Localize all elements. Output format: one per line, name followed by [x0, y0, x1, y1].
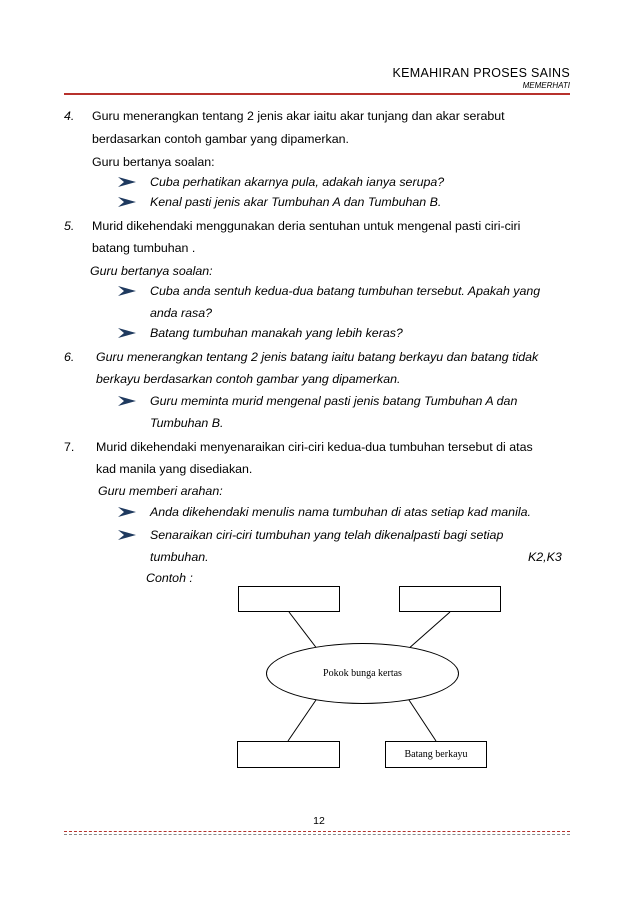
- bullet-text: anda rasa?: [150, 306, 213, 320]
- page-number: 12: [313, 815, 325, 827]
- item-prompt: Guru bertanya soalan:: [90, 264, 213, 278]
- connector-line: [407, 612, 450, 650]
- bullet-text: Cuba anda sentuh kedua-dua batang tumbuhan tersebut. Apakah yang: [150, 284, 541, 298]
- connector-line: [288, 697, 318, 741]
- item-number: 7.: [64, 440, 75, 454]
- footer-divider: [64, 834, 570, 835]
- item-text-line: kad manila yang disediakan.: [96, 462, 253, 476]
- item-text-line: berdasarkan contoh gambar yang dipamerkan.: [92, 132, 349, 146]
- header-subtitle: MEMERHATI: [522, 81, 570, 90]
- card-bottom-right: [385, 741, 487, 768]
- item-text-line: batang tumbuhan .: [92, 241, 196, 255]
- empty-card-bottom-left: [237, 741, 340, 768]
- center-plant-label: Pokok bunga kertas: [323, 668, 402, 679]
- bullet-text: Kenal pasti jenis akar Tumbuhan A dan Tumbuhan B.: [150, 195, 442, 209]
- connector-line: [407, 697, 436, 741]
- skill-code: K2,K3: [528, 550, 562, 564]
- item-number: 6.: [64, 350, 75, 364]
- item-prompt: Guru memberi arahan:: [98, 484, 223, 498]
- center-plant-ellipse: [266, 643, 459, 704]
- bullet-text: Batang tumbuhan manakah yang lebih keras?: [150, 326, 403, 340]
- item-text-line: Guru menerangkan tentang 2 jenis akar iaitu akar tunjang dan akar serabut: [92, 109, 505, 123]
- empty-card-top-right: [399, 586, 501, 612]
- connector-line: [289, 612, 318, 650]
- bullet-text: Guru meminta murid mengenal pasti jenis batang Tumbuhan A dan: [150, 394, 518, 408]
- item-number: 5.: [64, 219, 75, 233]
- example-label: Contoh :: [146, 571, 193, 585]
- empty-card-top-left: [238, 586, 340, 612]
- item-text-line: Guru menerangkan tentang 2 jenis batang iaitu batang berkayu dan batang tidak: [96, 350, 539, 364]
- bullet-text: Cuba perhatikan akarnya pula, adakah ianya serupa?: [150, 175, 445, 189]
- bullet-text: Tumbuhan B.: [150, 416, 224, 430]
- header-title: KEMAHIRAN PROSES SAINS: [392, 66, 570, 80]
- item-number: 4.: [64, 109, 75, 123]
- bullet-text: Senaraikan ciri-ciri tumbuhan yang telah dikenalpasti bagi setiap: [150, 528, 504, 542]
- item-prompt: Guru bertanya soalan:: [92, 155, 215, 169]
- bullet-text: Anda dikehendaki menulis nama tumbuhan di atas setiap kad manila.: [150, 505, 531, 519]
- bullet-text: tumbuhan.: [150, 550, 209, 564]
- footer-divider: [64, 831, 570, 832]
- item-text-line: Murid dikehendaki menggunakan deria sentuhan untuk mengenal pasti ciri-ciri: [92, 219, 521, 233]
- item-text-line: Murid dikehendaki menyenaraikan ciri-ciri kedua-dua tumbuhan tersebut di atas: [96, 440, 533, 454]
- card-label: Batang berkayu: [404, 749, 468, 760]
- item-text-line: berkayu berdasarkan contoh gambar yang dipamerkan.: [96, 372, 401, 386]
